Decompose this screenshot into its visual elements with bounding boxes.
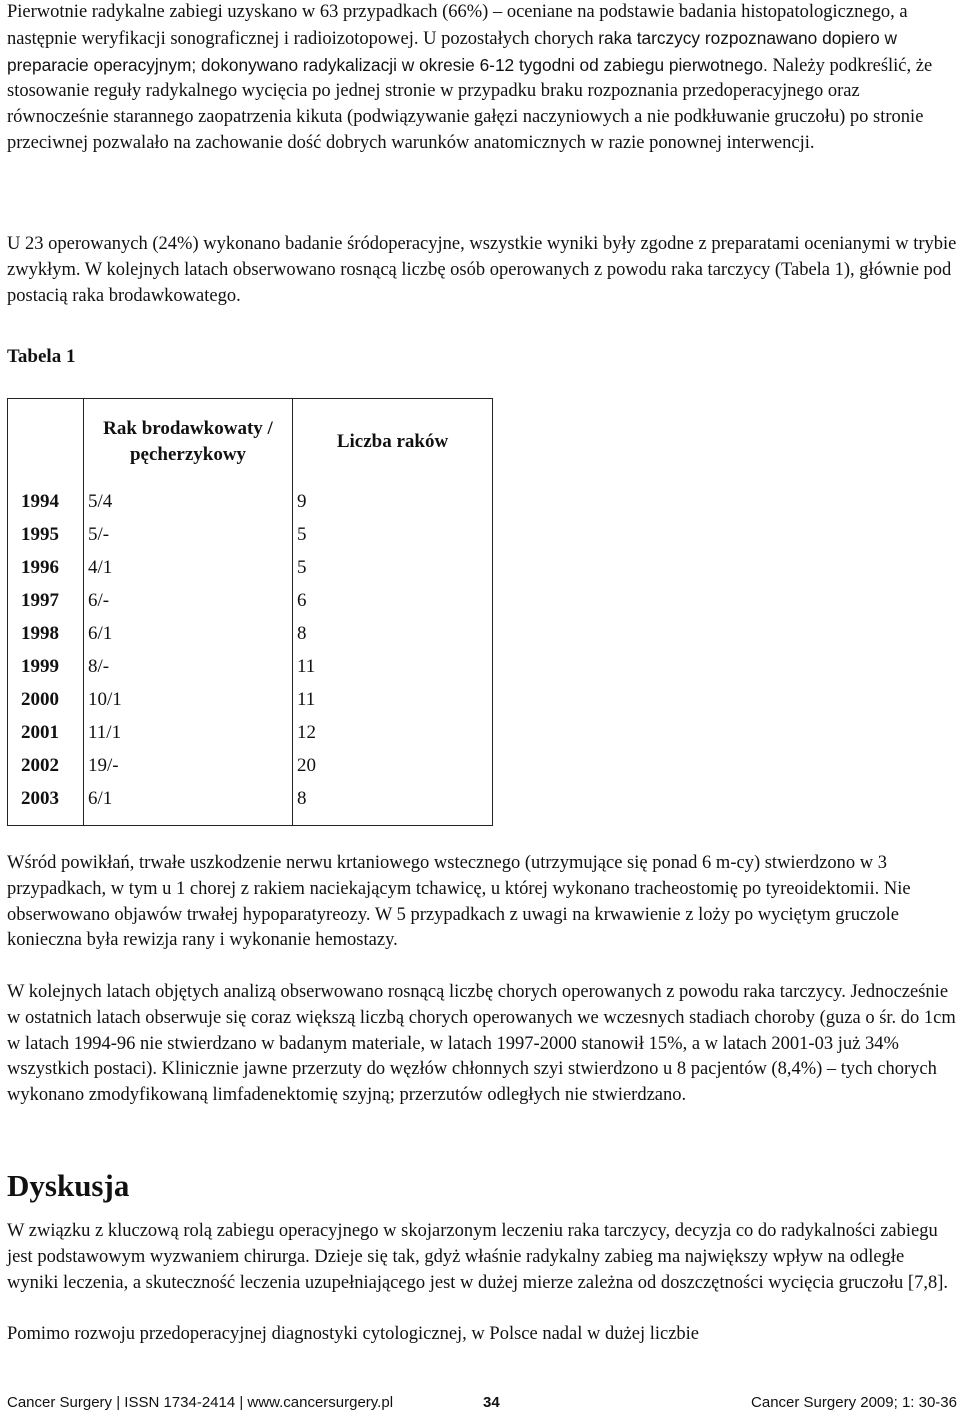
table-header-year bbox=[8, 399, 84, 486]
paragraph-results-1 bbox=[7, 0, 957, 157]
table-row bbox=[8, 749, 493, 782]
table-cell-count: 6 bbox=[293, 584, 493, 617]
table-cell-count: 11 bbox=[293, 683, 493, 716]
paragraph-later-years: W kolejnych latach objętych analizą obserwowano rosnącą liczbę chorych operowanych z powodu raka tarczycy. Jednocześnie w ostatnich latach obserwuje się coraz większą liczbą chorych operowanych we wczesnych stadiach choroby (guza o śr. do 1cm w latach 1994-96 nie stwierdzano w badanym materiale, w latach 1997-2000 stanowił 15%, a w latach 2001-03 już 34% wszystkich postaci). Klinicznie jawne przerzuty do węzłów chłonnych szyi stwierdzono u 8 pacjentów (8,4%) – tych chorych wykonano zmodyfikowaną limfadenektomię szyjną; przerzutów odległych nie stwierdzano. bbox=[7, 982, 956, 1106]
table-cell-type: 8/- bbox=[84, 650, 293, 683]
table-spacer-cell bbox=[84, 815, 293, 826]
table-spacer-cell bbox=[293, 815, 493, 826]
table-row bbox=[8, 683, 493, 716]
table-header-count: Liczba raków bbox=[293, 399, 493, 486]
table-cell-year: 1998 bbox=[8, 617, 84, 650]
table-cell-year: 2003 bbox=[8, 782, 84, 815]
paragraph-text-sans: raka tarczycy rozpoznawano dopiero w preparacie operacyjnym; dokonywano radykalizacji w okresie 6-12 tygodni od zabiegu pierwotnego. bbox=[7, 27, 898, 75]
table-row bbox=[8, 584, 493, 617]
table-cell-type: 11/1 bbox=[84, 716, 293, 749]
table-cell-year: 1995 bbox=[8, 518, 84, 551]
table-caption: Tabela 1 bbox=[7, 346, 76, 367]
table-cell-type: 5/4 bbox=[84, 485, 293, 518]
table-cell-year: 1994 bbox=[8, 485, 84, 518]
cancer-count-table bbox=[7, 398, 493, 826]
table-cell-year: 2002 bbox=[8, 749, 84, 782]
paragraph-complications: Wśród powikłań, trwałe uszkodzenie nerwu krtaniowego wstecznego (utrzymujące się ponad 6 m-cy) stwierdzono w 3 przypadkach, w tym u 1 chorej z rakiem naciekającym tchawicę, u której wykonano tracheostomię po tyreoidektomii. Nie obserwowano objawów trwałej hypoparatyreozy. W 5 przypadkach z uwagi na krwawienie z loży po wyciętym gruczole konieczna była rewizja rany i wykonanie hemostazy. bbox=[7, 853, 911, 951]
table-row bbox=[8, 617, 493, 650]
table-cell-year: 1999 bbox=[8, 650, 84, 683]
table-cell-type: 19/- bbox=[84, 749, 293, 782]
section-heading: Dyskusja bbox=[7, 1168, 130, 1203]
paragraph-text: Pierwotnie radykalne zabiegi uzyskano w 63 przypadkach (66%) – oceniane na podstawie badania histopatologicznego, a następnie weryfikacji sonograficznej i radioizotopowej. U pozostałych chorych bbox=[7, 2, 908, 49]
footer-journal-info: Cancer Surgery | ISSN 1734-2414 | www.cancersurgery.pl bbox=[7, 1394, 394, 1411]
table-row bbox=[8, 518, 493, 551]
table-cell-year: 1997 bbox=[8, 584, 84, 617]
paragraph-discussion-2: Pomimo rozwoju przedoperacyjnej diagnostyki cytologicznej, w Polsce nadal w dużej liczbie bbox=[7, 1324, 700, 1344]
table-header-row bbox=[8, 399, 493, 486]
table-cell-count: 12 bbox=[293, 716, 493, 749]
table-cell-year: 2001 bbox=[8, 716, 84, 749]
footer-page-number: 34 bbox=[483, 1394, 500, 1411]
table-cell-count: 5 bbox=[293, 551, 493, 584]
table-row bbox=[8, 782, 493, 815]
table-spacer-cell bbox=[8, 815, 84, 826]
table-row bbox=[8, 485, 493, 518]
table-cell-count: 8 bbox=[293, 782, 493, 815]
table-cell-year: 1996 bbox=[8, 551, 84, 584]
table-cell-type: 4/1 bbox=[84, 551, 293, 584]
table-cell-count: 9 bbox=[293, 485, 493, 518]
paragraph-discussion-1: W związku z kluczową rolą zabiegu operacyjnego w skojarzonym leczeniu raka tarczycy, decyzja co do radykalności zabiegu jest podstawowym wyzwaniem chirurga. Dzieje się tak, gdyż właśnie radykalny zabieg ma największy wpływ na odległe wyniki leczenia, a skuteczność leczenia uzupełniającego jest w dużej mierze zależna od doszczętności wycięcia gruczołu [7,8]. bbox=[7, 1221, 948, 1293]
table-cell-count: 11 bbox=[293, 650, 493, 683]
footer-citation: Cancer Surgery 2009; 1: 30-36 bbox=[751, 1394, 957, 1411]
table-cell-type: 6/1 bbox=[84, 617, 293, 650]
table-cell-count: 5 bbox=[293, 518, 493, 551]
table-row bbox=[8, 551, 493, 584]
paragraph-results-2: U 23 operowanych (24%) wykonano badanie śródoperacyjne, wszystkie wyniki były zgodne z preparatami ocenianymi w trybie zwykłym. W kolejnych latach obserwowano rosnącą liczbę osób operowanych z powodu raka tarczycy (Tabela 1), głównie pod postacią raka brodawkowatego. bbox=[7, 234, 957, 306]
table-cell-year: 2000 bbox=[8, 683, 84, 716]
table-row bbox=[8, 650, 493, 683]
table-row bbox=[8, 716, 493, 749]
table-cell-type: 10/1 bbox=[84, 683, 293, 716]
paragraph-text: Należy podkreślić, że stosowanie reguły radykalnego wycięcia po jednej stronie w przypadku braku rozpoznania przedoperacyjnego oraz równocześnie starannego zaopatrzenia kikuta (podwiązywanie gałęzi naczyniowych a nie podkłuwanie gruczołu) po stronie przeciwnej pozwalało na zachowanie dość dobrych warunków anatomicznych w razie ponownej interwencji. bbox=[7, 55, 933, 153]
table-cell-count: 20 bbox=[293, 749, 493, 782]
table-cell-type: 6/- bbox=[84, 584, 293, 617]
table-cell-count: 8 bbox=[293, 617, 493, 650]
table-header-type: Rak brodawkowaty / pęcherzykowy bbox=[84, 399, 293, 486]
table-cell-type: 6/1 bbox=[84, 782, 293, 815]
table-bottom-spacer bbox=[8, 815, 493, 826]
table-cell-type: 5/- bbox=[84, 518, 293, 551]
